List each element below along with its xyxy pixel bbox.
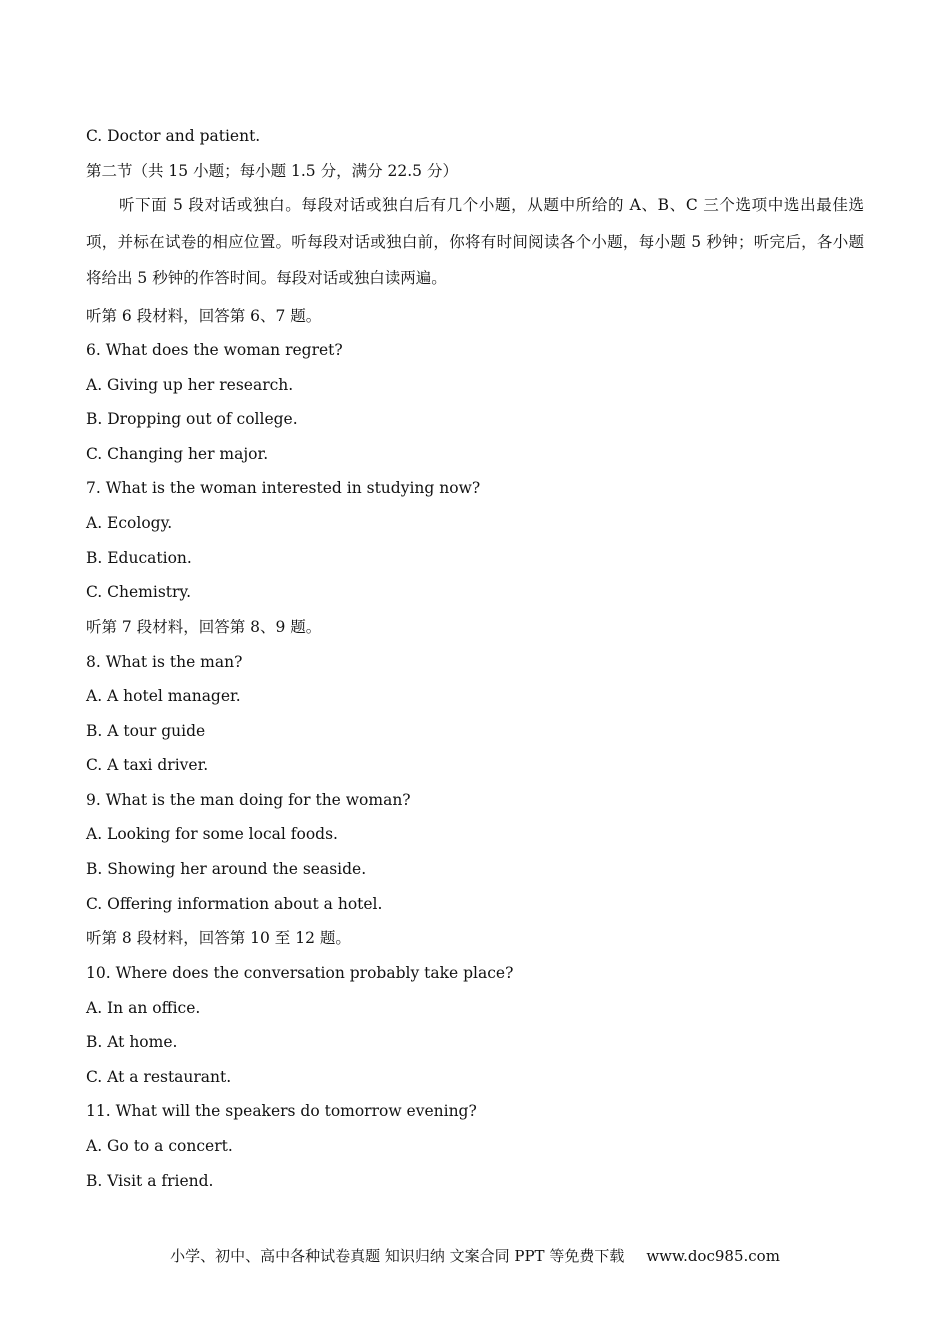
q9-option-b: B. Showing her around the seaside. [86,860,367,878]
question-7: 7. What is the woman interested in studying now? [86,479,481,497]
q7-option-a: A. Ecology. [86,514,173,532]
q6-option-b: B. Dropping out of college. [86,410,298,428]
option-c-q5: C. Doctor and patient. [86,127,261,145]
q6-option-c: C. Changing her major. [86,445,269,463]
question-9: 9. What is the man doing for the woman? [86,791,411,809]
question-10: 10. Where does the conversation probably take place? [86,964,514,982]
question-11: 11. What will the speakers do tomorrow evening? [86,1102,477,1120]
material-6-heading: 听第 6 段材料，回答第 6、7 题。 [86,307,322,325]
q7-option-b: B. Education. [86,549,192,567]
footer-url[interactable]: www.doc985.com [646,1247,780,1265]
page-footer [0,1246,950,1266]
q6-option-a: A. Giving up her research. [86,376,294,394]
q10-option-a: A. In an office. [86,999,201,1017]
q8-option-b: B. A tour guide [86,722,206,740]
section-heading: 第二节（共 15 小题；每小题 1.5 分，满分 22.5 分） [86,162,458,180]
q10-option-b: B. At home. [86,1033,178,1051]
material-8-heading: 听第 8 段材料，回答第 10 至 12 题。 [86,929,351,947]
footer-text: 小学、初中、高中各种试卷真题 知识归纳 文案合同 PPT 等免费下载 [170,1247,625,1265]
q11-option-a: A. Go to a concert. [86,1137,233,1155]
q10-option-c: C. At a restaurant. [86,1068,232,1086]
section-instructions: 听下面 5 段对话或独白。每段对话或独白后有几个小题，从题中所给的 A、B、C 三个选项中选出最佳选项，并标在试卷的相应位置。听每段对话或独白前，你将有时间阅读各个小题，每小题 5 秒钟；听完后，各小题将给出 5 秒钟的作答时间。每段对话或独白读两遍。 [86,196,864,287]
q7-option-c: C. Chemistry. [86,583,192,601]
q8-option-a: A. A hotel manager. [86,687,241,705]
question-8: 8. What is the man? [86,653,243,671]
q11-option-b: B. Visit a friend. [86,1172,214,1190]
material-7-heading: 听第 7 段材料，回答第 8、9 题。 [86,618,322,636]
question-6: 6. What does the woman regret? [86,341,343,359]
q8-option-c: C. A taxi driver. [86,756,209,774]
q9-option-c: C. Offering information about a hotel. [86,895,383,913]
q9-option-a: A. Looking for some local foods. [86,825,338,843]
